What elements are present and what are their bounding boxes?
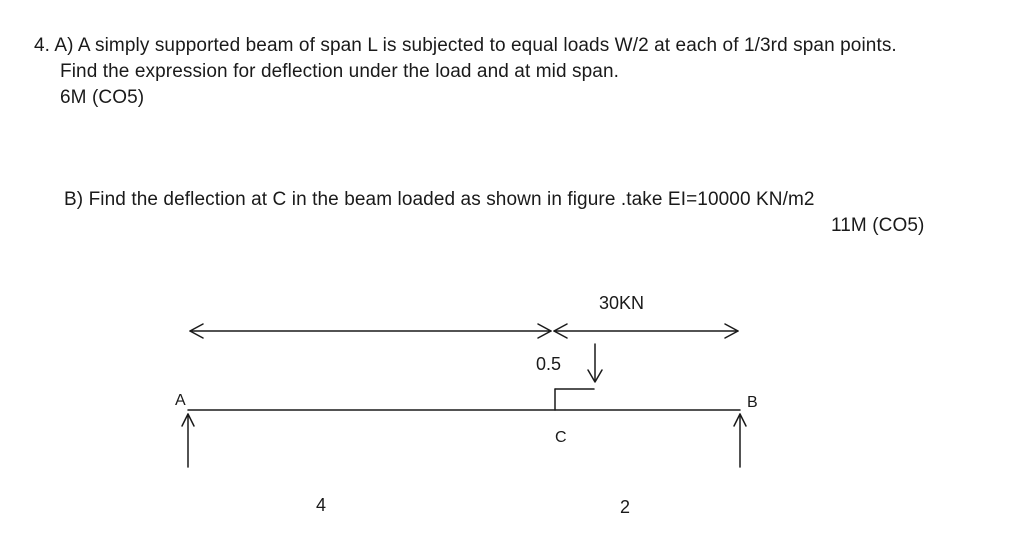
question-a-marks: 6M (CO5) <box>60 87 145 108</box>
load-label: 30KN <box>599 293 645 313</box>
question-b-marks: 11M (CO5) <box>831 215 925 236</box>
question-a-line-1: 4. A) A simply supported beam of span L is subjected to equal loads W/2 at each of 1/3rd span points. <box>34 35 897 56</box>
span-left-label: 4 <box>316 495 327 515</box>
offset-label: 0.5 <box>536 354 562 374</box>
support-b-label: B <box>747 394 758 411</box>
support-a-label: A <box>175 392 186 409</box>
span-right-label: 2 <box>620 497 631 517</box>
point-c-label: C <box>555 429 567 446</box>
question-b-line-1: B) Find the deflection at C in the beam loaded as shown in figure .take EI=10000 KN/m2 <box>64 189 815 210</box>
question-a-line-2: Find the expression for deflection under the load and at mid span. <box>60 61 620 82</box>
